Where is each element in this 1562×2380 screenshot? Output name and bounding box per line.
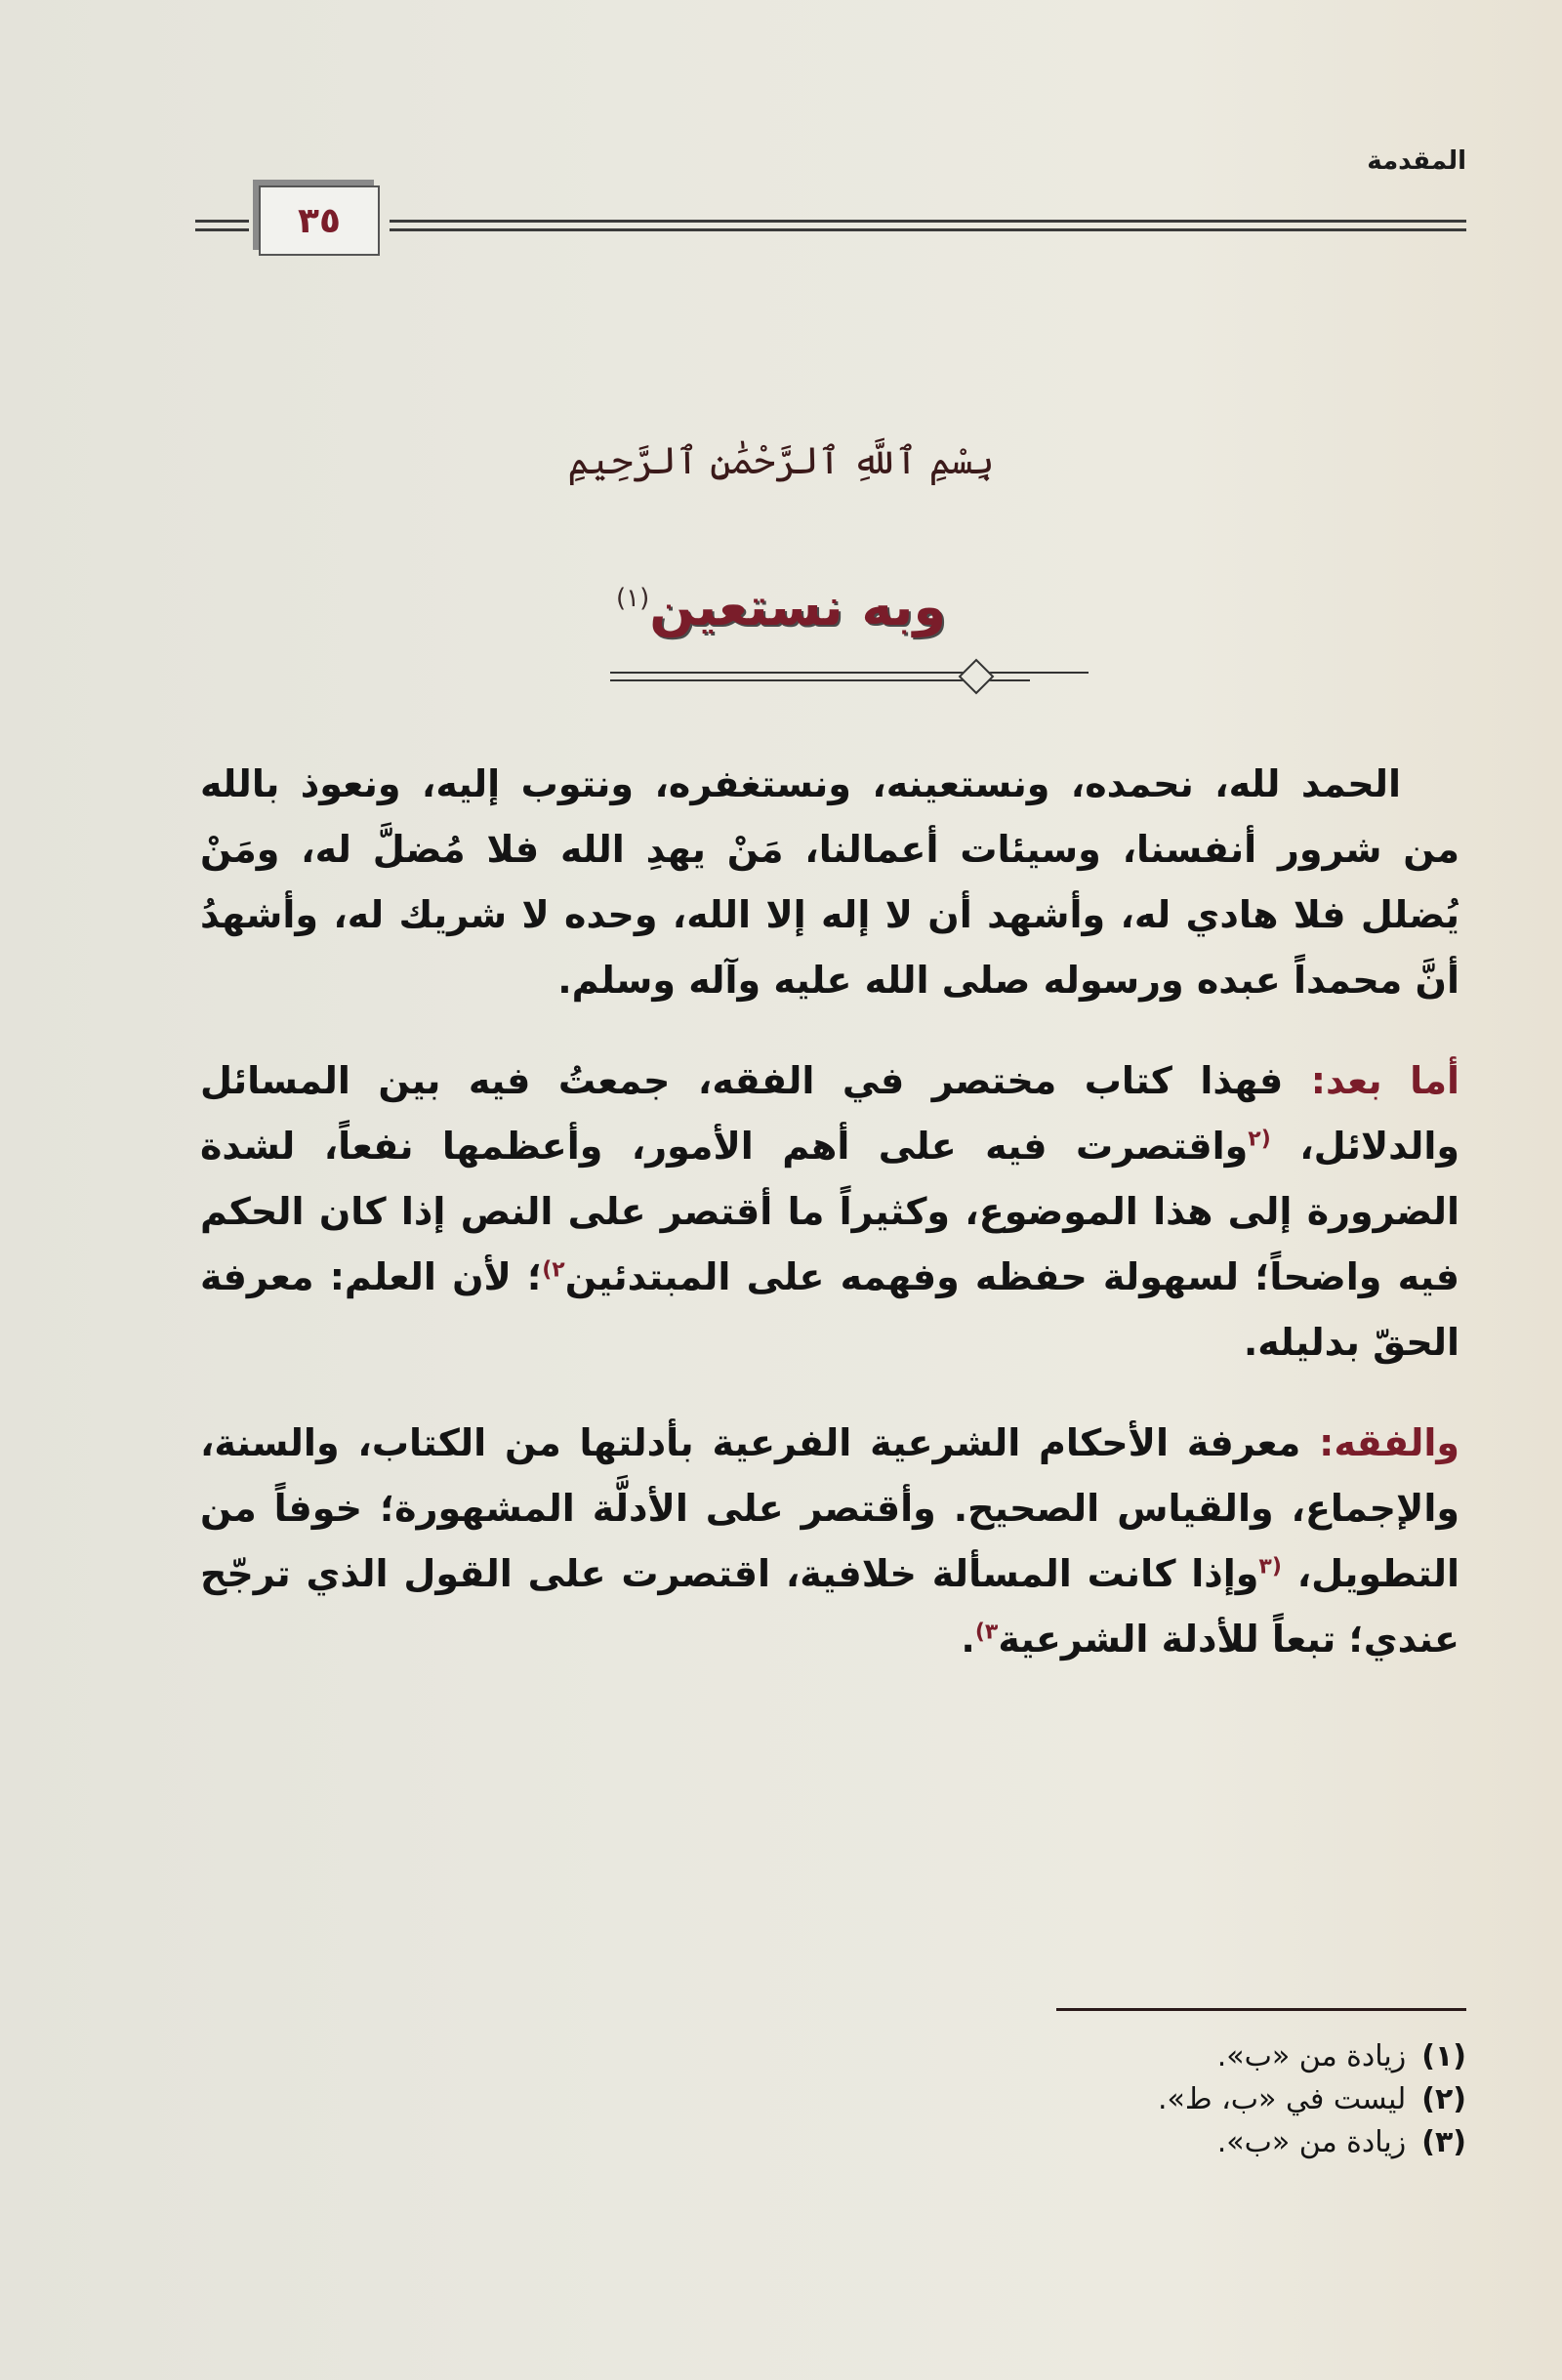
footnote-item: [881, 2121, 1466, 2164]
footnote-item: [881, 2078, 1466, 2121]
basmala: بِسْمِ ٱللَّهِ ٱلرَّحْمَٰنِ ٱلرَّحِيمِ: [567, 439, 995, 482]
paragraph-text: معرفة الأحكام الشرعية الفرعية بأدلتها من الكتاب، والسنة، والإجماع، والقياس الصحيح. وأقتصر على الأدلَّة المشهورة؛ خوفاً من التطويل،: [200, 1421, 1459, 1595]
header-rule: [195, 195, 1466, 256]
title-footnote-ref: (١): [615, 584, 650, 613]
footnote-ref: ٣): [974, 1620, 999, 1645]
page-number: ٣٥: [298, 200, 341, 241]
paragraph-text: فهذا كتاب مختصر في الفقه، جمعتُ فيه بين المسائل والدلائل،: [200, 1059, 1459, 1168]
section-title: [0, 576, 1562, 637]
title-ornament-rule: [610, 666, 1089, 687]
diamond-ornament-icon: [959, 659, 995, 695]
paragraph-3: [200, 1411, 1459, 1672]
running-head: المقدمة: [1367, 146, 1466, 176]
footnote-separator: [1056, 2008, 1466, 2011]
paragraph-lead: أما بعد:: [1310, 1059, 1459, 1102]
footnotes: [881, 2035, 1466, 2164]
footnote-number: (١): [1421, 2039, 1466, 2073]
footnote-number: (٣): [1421, 2125, 1466, 2159]
footnote-number: (٢): [1421, 2082, 1466, 2116]
section-title-text: وبه نستعين: [649, 576, 947, 637]
paragraph-text: واقتصرت فيه على أهم الأمور، وأعظمها نفعاً، لشدة الضرورة إلى هذا الموضوع، وكثيراً ما أقتصر على النص إذا كان الحكم فيه واضحاً؛ لسهولة حفظه وفهمه على المبتدئين: [200, 1125, 1460, 1298]
header-rule-left: [195, 220, 249, 231]
paragraph-text: .: [961, 1618, 975, 1661]
footnote-ref: ٢): [542, 1257, 565, 1283]
footnote-text: زيادة من «ب».: [1216, 2125, 1407, 2159]
paragraph-lead: والفقه:: [1319, 1421, 1459, 1464]
paragraph-2: [200, 1048, 1459, 1375]
footnote-item: [881, 2035, 1466, 2078]
footnote-text: ليست في «ب، ط».: [1157, 2082, 1407, 2116]
footnote-ref: (٢: [1248, 1127, 1271, 1152]
paragraph-text: الحمد لله، نحمده، ونستعينه، ونستغفره، ونتوب إليه، ونعوذ بالله من شرور أنفسنا، وسيئات أعمالنا، مَنْ يهدِ الله فلا مُضلَّ له، ومَنْ يُضلل فلا هادي له، وأشهد أن لا إله إلا الله، وحده لا شريك له، وأشهدُ أنَّ محمداً عبده ورسوله صلى الله عليه وآله وسلم.: [200, 762, 1459, 1002]
header-rule-right: [390, 220, 1466, 231]
page-number-frame: [259, 185, 380, 256]
footnote-ref: (٣: [1258, 1554, 1282, 1580]
body-text: [200, 752, 1459, 1707]
paragraph-1: [200, 752, 1459, 1013]
paragraph-text: وإذا كانت المسألة خلافية، اقتصرت على القول الذي ترجّح عندي؛ تبعاً للأدلة الشرعية: [200, 1552, 1459, 1661]
footnote-text: زيادة من «ب».: [1216, 2039, 1407, 2073]
paragraph-text: ؛ لأن العلم: معرفة الحقّ بدليله.: [200, 1255, 1459, 1364]
